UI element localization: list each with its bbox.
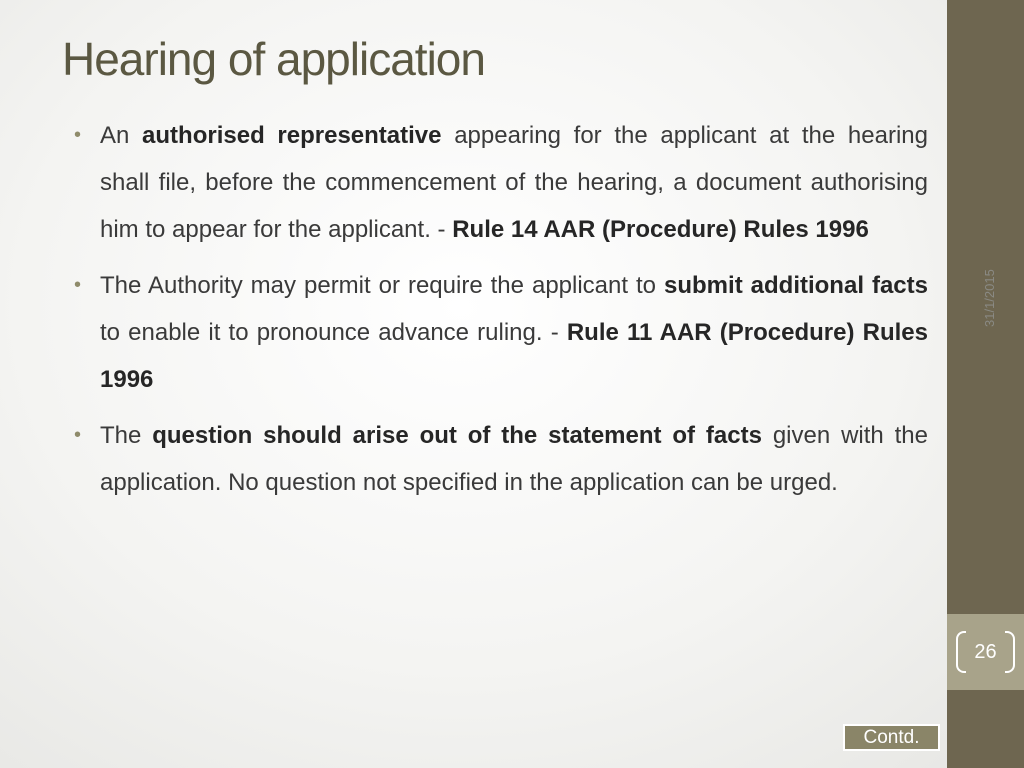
slide-title: Hearing of application <box>62 33 485 85</box>
contd-button[interactable]: Contd. <box>843 724 940 751</box>
slide-date: 31/1/2015 <box>982 269 997 327</box>
bullet-item <box>72 112 928 253</box>
page-number: 26 <box>974 640 997 663</box>
bullet-marker: • <box>74 124 82 146</box>
right-brace-icon <box>1005 631 1015 673</box>
bullet-text: An authorised representative appearing for the applicant at the hearing shall file, before the commencement of the hearing, a document authorising him to appear for the applicant. - Rule 14 AAR (Procedure) Rules 1996 <box>100 122 928 243</box>
bullet-item <box>72 262 928 403</box>
bullet-marker: • <box>74 424 82 446</box>
bullet-item <box>72 412 928 506</box>
page-number-box <box>947 614 1024 690</box>
bullet-marker: • <box>74 274 82 296</box>
sidebar <box>947 0 1024 768</box>
bullet-text: The Authority may permit or require the applicant to submit additional facts to enable it to pronounce advance ruling. - Rule 11 AAR (Procedure) Rules 1996 <box>100 272 928 393</box>
bullet-text: The question should arise out of the statement of facts given with the application. No question not specified in the application can be urged. <box>100 422 928 496</box>
bullet-list <box>72 112 928 515</box>
